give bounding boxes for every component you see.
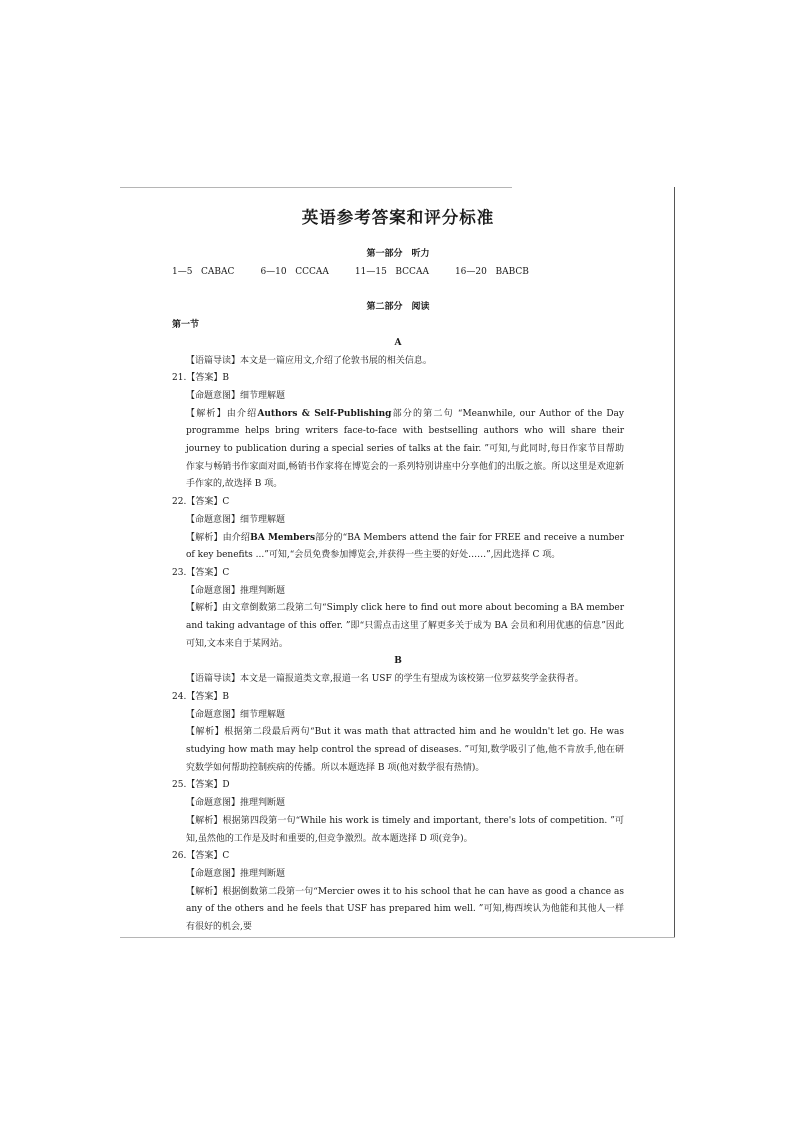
group-answers: CABAC [201, 266, 235, 277]
passage-guide: 【语篇导读】本文是一篇应用文,介绍了伦敦书展的相关信息。 [186, 355, 432, 366]
analysis-text: 部分的第二句 “Meanwhile, our Author of the Day programme helps bring writers face-to-face with bestselling authors who will share their journey to publication during a special series of talks at the fair. ”可知,与此同时,每日作家节目帮助作家与畅销书作家面对面,畅销书作家将在博览会的一系列特别讲座中分享他们的出版之旅。所以这里是欢迎新手作家的,故选择 B 项。 [186, 408, 624, 490]
group-range: 1—5 [172, 266, 193, 277]
group-range: 11—15 [354, 266, 387, 277]
top-rule [120, 187, 512, 188]
group-answers: BABCB [495, 266, 529, 277]
question-analysis [172, 813, 624, 848]
question-intent: 【命题意图】推理判断题 [186, 585, 286, 596]
group-answers: CCCAA [295, 266, 329, 277]
question-answer: 24.【答案】B [172, 691, 229, 702]
part1-heading: 第一部分 听力 [366, 249, 430, 259]
analysis-bold-term: BA Members [250, 532, 316, 543]
analysis-text: 【解析】由文章倒数第二段第二句“Simply click here to find out more about becoming a BA member and taking advantage of this offer. ”即“只需点击这里了解更多关于成为 BA 会员和利用优惠的信息”因此可知,文本来自于某网站。 [186, 603, 624, 649]
question-intent: 【命题意图】细节理解题 [186, 709, 286, 720]
question-intent: 【命题意图】细节理解题 [186, 390, 286, 401]
passage-label: B [394, 656, 402, 667]
analysis-text: 部分的“BA Members attend the fair for FREE and receive a number of key benefits ...”可知,“会员免费参加博览会,并获得一些主要的好处……”,因此选择 C 项。 [186, 532, 624, 561]
question-analysis [172, 724, 624, 777]
answer-document [172, 204, 624, 937]
question-intent: 【命题意图】推理判断题 [186, 868, 286, 879]
question-answer: 26.【答案】C [172, 851, 230, 862]
question-analysis [172, 884, 624, 937]
question-intent: 【命题意图】推理判断题 [186, 798, 286, 809]
question-intent: 【命题意图】细节理解题 [186, 514, 286, 525]
analysis-text: 【解析】由介绍 [186, 408, 258, 419]
analysis-bold-term: Authors & Self-Publishing [257, 408, 392, 419]
group-range: 16—20 [454, 266, 487, 277]
question-analysis [172, 530, 624, 565]
passage-label: A [394, 337, 402, 348]
listening-answers [172, 264, 624, 282]
analysis-text: 【解析】根据第四段第一句“While his work is timely and important, there's lots of competition. ”可知,虽然他的工作是及时和重要的,但竞争激烈。故本题选择 D 项(竞争)。 [186, 815, 624, 844]
bottom-rule [120, 937, 675, 938]
analysis-text: 【解析】由介绍 [186, 532, 251, 543]
question-analysis [172, 406, 624, 495]
passage-guide: 【语篇导读】本文是一篇报道类文章,报道一名 USF 的学生有望成为该校第一位罗兹奖学金获得者。 [186, 674, 584, 685]
question-analysis [172, 600, 624, 653]
question-answer: 25.【答案】D [172, 780, 230, 791]
page-title: 英语参考答案和评分标准 [301, 208, 495, 227]
question-answer: 22.【答案】C [172, 497, 230, 508]
analysis-text: 【解析】根据第二段最后两句“But it was math that attracted him and he wouldn't let go. He was studying how math may help control the spread of diseases. ”可知,数学吸引了他,他不肯放手,他在研究数学如何帮助控制疾病的传播。所以本题选择 B 项(他对数学很有热情)。 [186, 727, 624, 773]
question-answer: 21.【答案】B [172, 373, 229, 384]
group-answers: BCCAA [395, 266, 429, 277]
section-label: 第一节 [172, 320, 200, 331]
group-range: 6—10 [260, 266, 287, 277]
question-answer: 23.【答案】C [172, 567, 230, 578]
right-rule [674, 187, 675, 938]
analysis-text: 【解析】根据倒数第二段第一句“Mercier owes it to his school that he can have as good a chance as any of the others and he feels that USF has prepared him well. ”可知,梅西埃认为他能和其他人一样有很好的机会,要 [186, 886, 624, 933]
part2-heading: 第二部分 阅读 [366, 302, 430, 313]
